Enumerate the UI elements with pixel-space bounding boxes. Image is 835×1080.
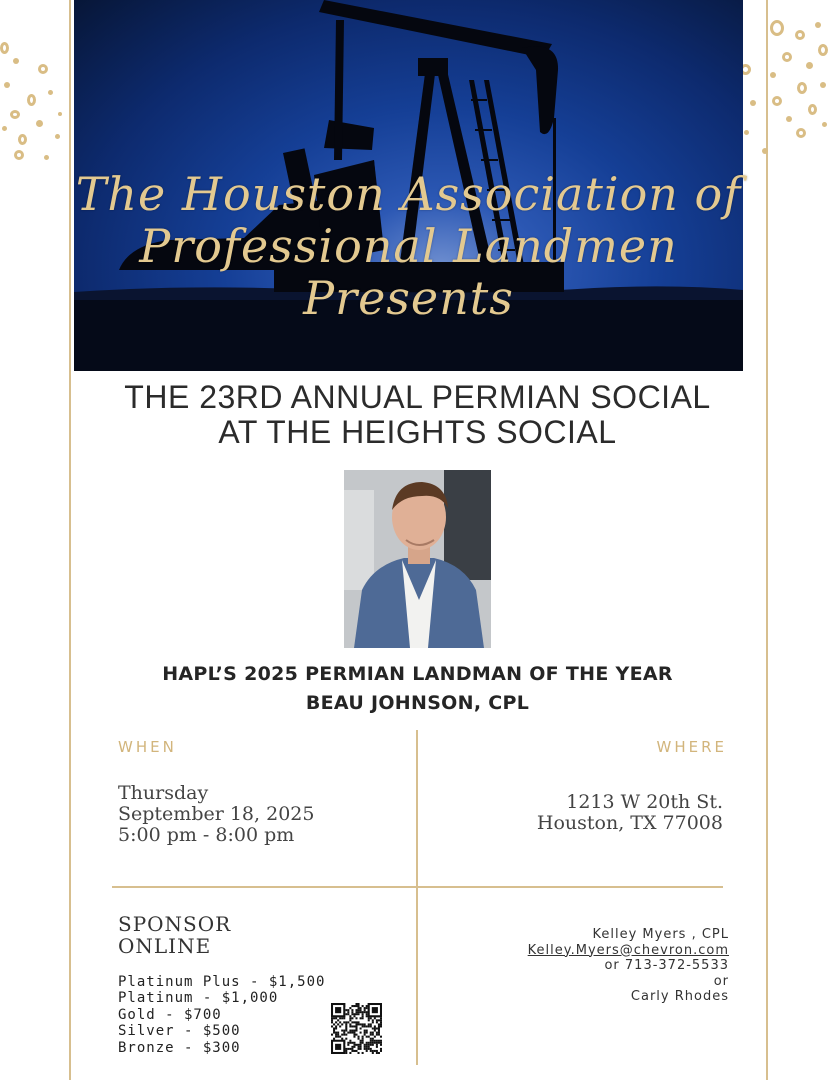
- award-title: HAPL’S 2025 PERMIAN LANDMAN OF THE YEAR: [162, 663, 673, 685]
- script-line-2: Professional Landmen: [139, 219, 678, 273]
- when-details: [118, 783, 314, 846]
- honoree-name: BEAU JOHNSON, CPL: [305, 692, 530, 714]
- where-label: WHERE: [656, 738, 727, 756]
- venue-city: Houston, TX 77008: [536, 812, 723, 834]
- script-line-1: The Houston Association of: [75, 167, 742, 221]
- center-divider-line: [416, 730, 418, 1065]
- contact-alt-name: Carly Rhodes: [630, 989, 729, 1004]
- honoree-portrait: [344, 470, 491, 648]
- tier-platinum-plus: Platinum Plus - $1,500: [118, 974, 326, 990]
- tier-silver: Silver - $500: [118, 1023, 241, 1040]
- venue-street: 1213 W 20th St.: [566, 791, 723, 813]
- event-date: September 18, 2025: [118, 803, 315, 825]
- presenter-script-title: [74, 168, 743, 324]
- sponsor-online-heading: [118, 913, 231, 957]
- tier-gold: Gold - $700: [118, 1006, 222, 1023]
- event-day: Thursday: [118, 782, 209, 804]
- contact-or: or: [713, 973, 729, 989]
- sponsor-line-1: SPONSOR: [118, 912, 232, 936]
- when-label: WHEN: [118, 738, 177, 756]
- tier-bronze: Bronze - $300: [118, 1039, 241, 1056]
- right-border-line: [766, 0, 768, 1080]
- sponsor-qr-code[interactable]: [331, 1003, 382, 1054]
- tier-platinum: Platinum - $1,000: [118, 990, 279, 1007]
- contact-email-link[interactable]: Kelley.Myers@chevron.com: [527, 942, 729, 958]
- sponsor-tier-list: [118, 974, 325, 1056]
- event-title-line-2: AT THE HEIGHTS SOCIAL: [218, 414, 617, 450]
- contact-name: Kelley Myers , CPL: [592, 927, 729, 942]
- contact-block: [528, 927, 729, 1005]
- sponsor-line-2: ONLINE: [118, 934, 212, 958]
- script-line-3: Presents: [303, 271, 514, 325]
- event-time: 5:00 pm - 8:00 pm: [118, 824, 295, 846]
- contact-phone: or 713-372-5533: [604, 958, 729, 973]
- event-title-line-1: THE 23RD ANNUAL PERMIAN SOCIAL: [124, 379, 711, 415]
- left-border-line: [69, 0, 71, 1080]
- horizontal-divider-line: [112, 886, 723, 888]
- where-details: [537, 792, 723, 834]
